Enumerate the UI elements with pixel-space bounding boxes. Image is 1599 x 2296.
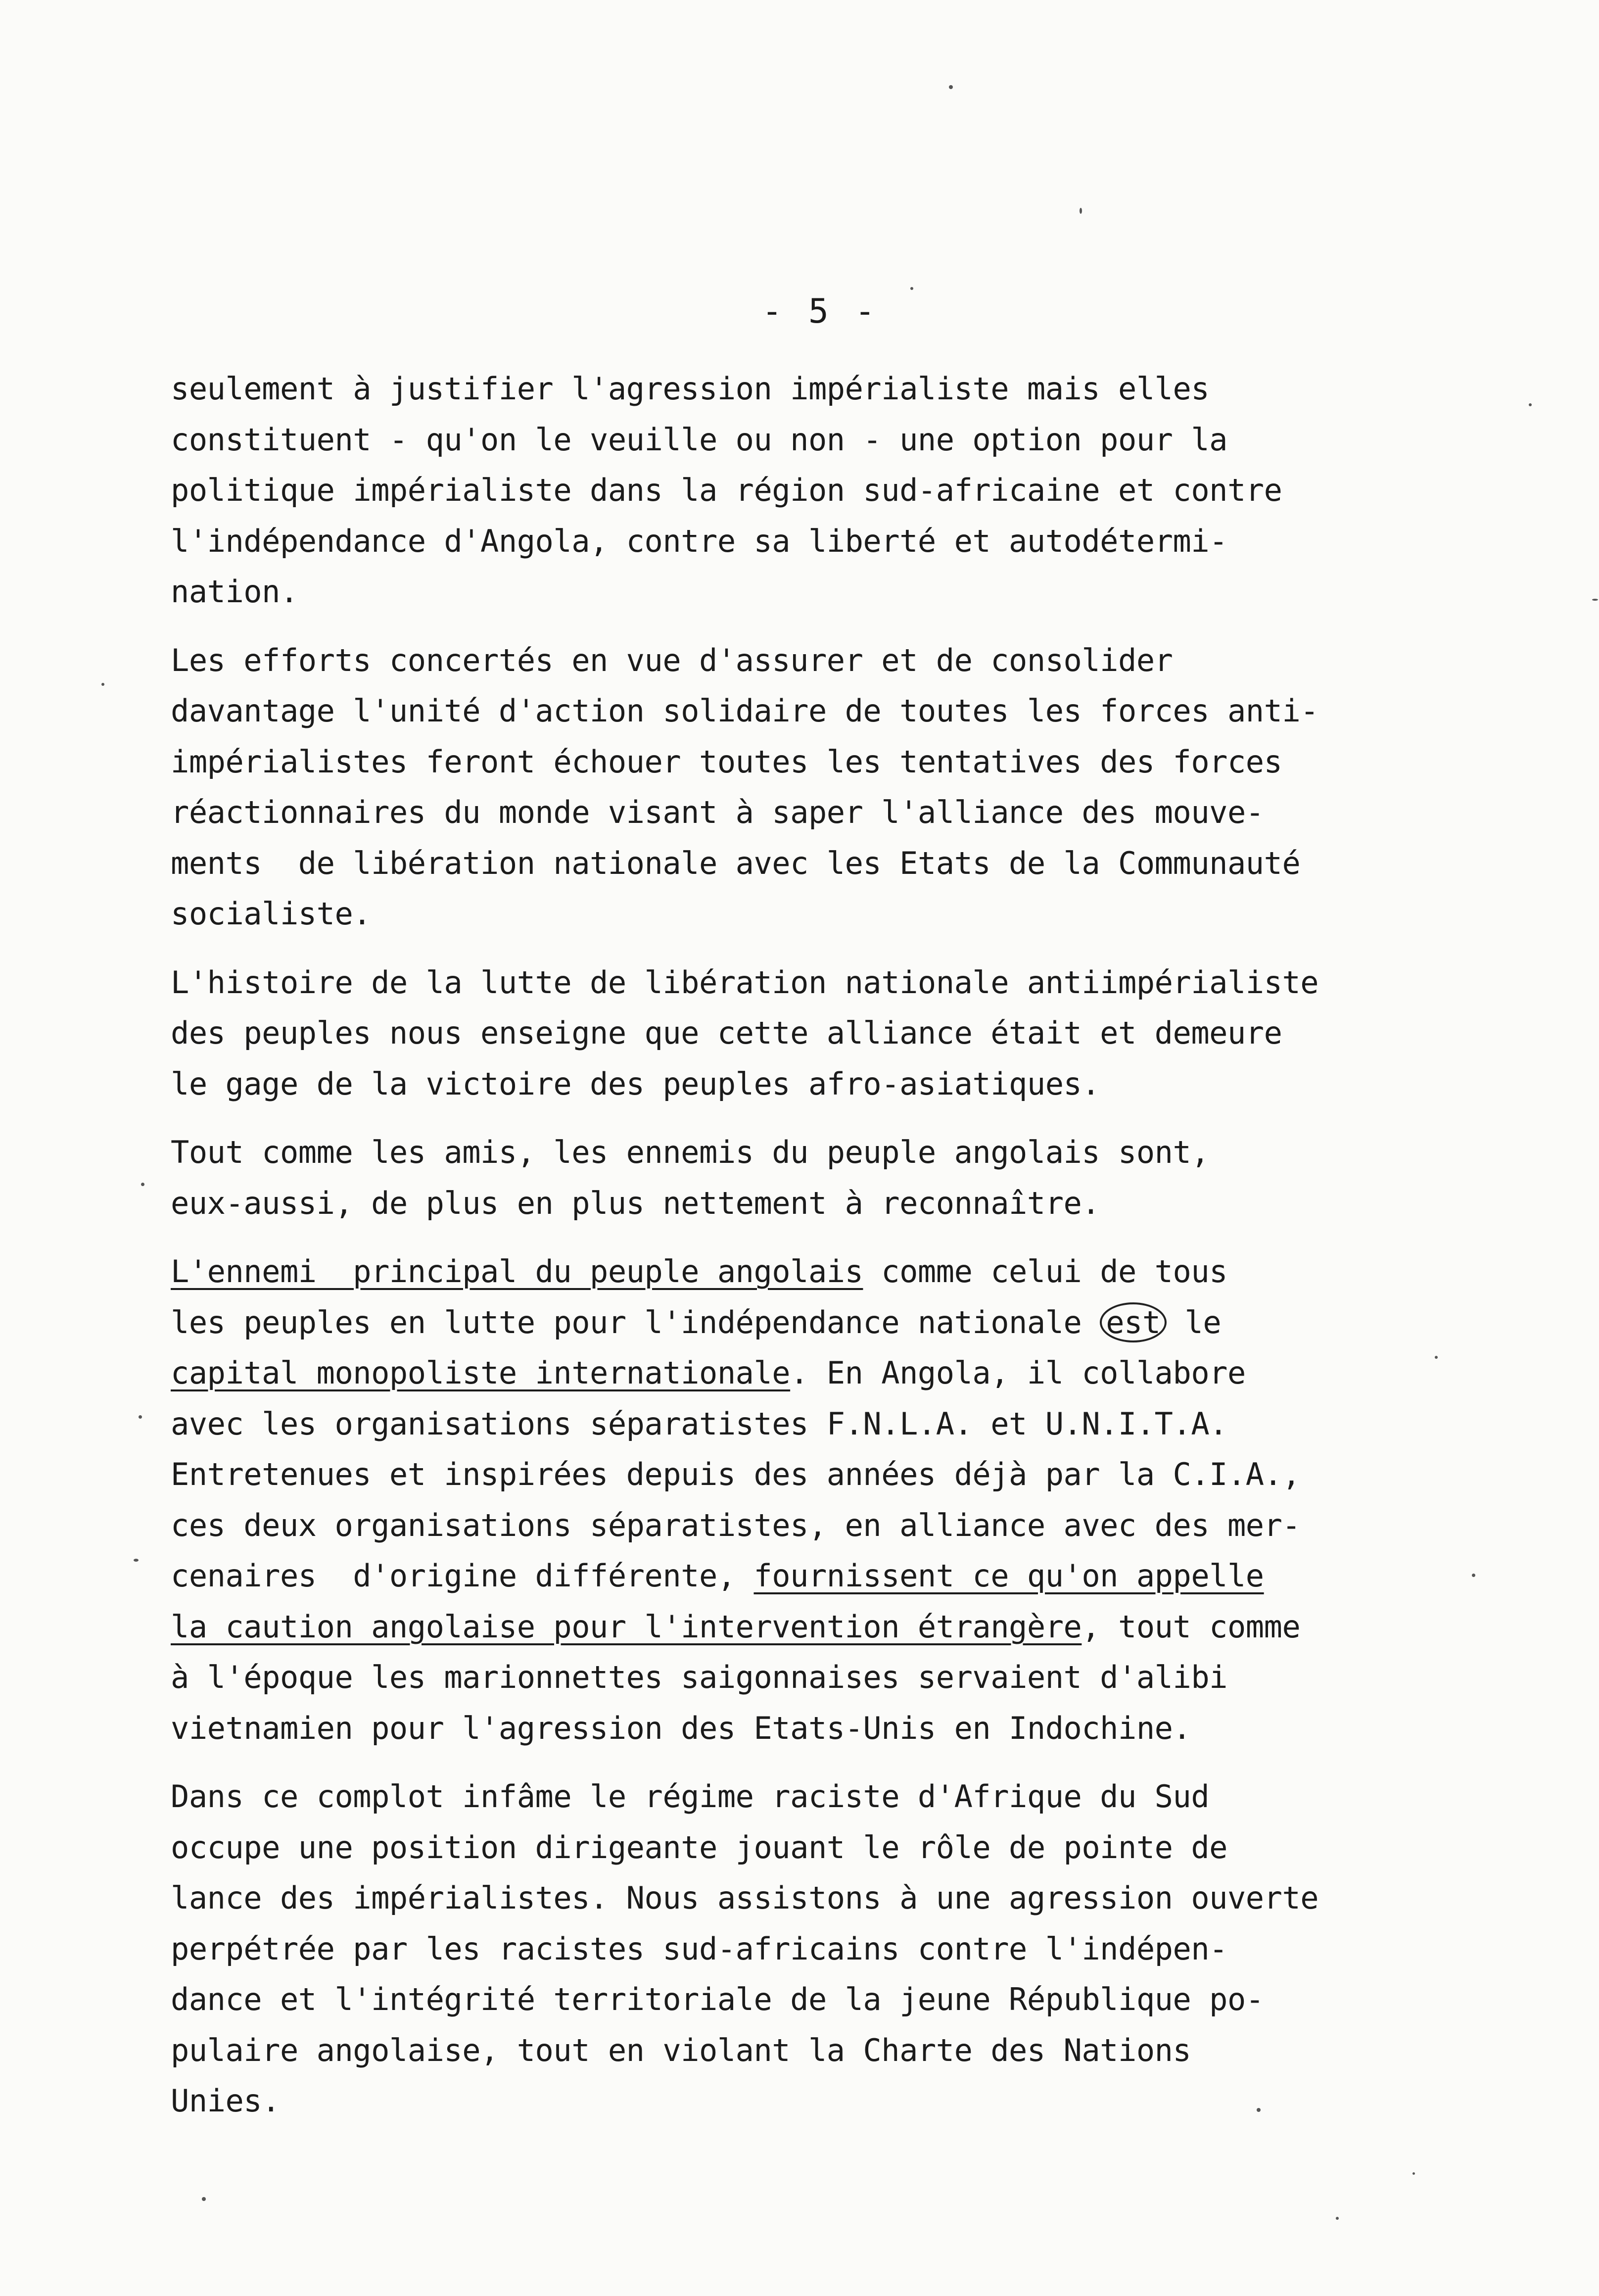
underlined-phrase: la caution angolaise pour l'intervention étrangère	[171, 1608, 1082, 1645]
text-segment: . En Angola, il collabore	[790, 1355, 1246, 1391]
text-line: réactionnaires du monde visant à saper l'alliance des mouve-	[171, 794, 1264, 830]
paragraph-2	[171, 635, 1516, 940]
circled-word: est	[1100, 1302, 1166, 1342]
scan-speck	[1529, 403, 1532, 406]
paragraph-1	[171, 364, 1516, 618]
underlined-phrase: L'ennemi principal du peuple angolais	[171, 1253, 863, 1290]
scan-speck	[949, 85, 953, 89]
text-segment: comme celui de tous	[863, 1253, 1227, 1290]
text-line: Tout comme les amis, les ennemis du peuple angolais sont,	[171, 1134, 1210, 1170]
underlined-phrase: fournissent ce qu'on appelle	[753, 1558, 1264, 1594]
scan-speck	[1336, 2217, 1339, 2220]
text-line: l'indépendance d'Angola, contre sa liberté et autodétermi-	[171, 523, 1227, 559]
paragraph-3	[171, 957, 1516, 1110]
text-line: lance des impérialistes. Nous assistons à une agression ouverte	[171, 1880, 1319, 1916]
text-line	[171, 1246, 1516, 1297]
text-segment: , tout comme	[1082, 1608, 1301, 1645]
text-segment: le	[1166, 1304, 1222, 1340]
text-line: impérialistes feront échouer toutes les tentatives des forces	[171, 743, 1282, 780]
text-line	[171, 1551, 1516, 1602]
text-line: socialiste.	[171, 896, 372, 932]
scan-speck	[202, 2197, 206, 2201]
scan-speck	[1412, 2172, 1415, 2175]
text-line: ments de libération nationale avec les Etats de la Communauté	[171, 845, 1301, 881]
text-segment: cenaires d'origine différente,	[171, 1558, 754, 1594]
paragraph-6	[171, 1771, 1516, 2127]
text-line	[171, 1602, 1516, 1653]
scan-speck	[910, 287, 913, 290]
page-number: - 5 -	[762, 292, 878, 331]
text-line: Dans ce complot infâme le régime raciste d'Afrique du Sud	[171, 1778, 1210, 1815]
text-line: L'histoire de la lutte de libération nationale antiimpérialiste	[171, 964, 1319, 1001]
scan-speck	[139, 1415, 142, 1419]
text-line	[171, 1297, 1516, 1348]
scan-speck	[1435, 1356, 1438, 1359]
scan-speck	[1080, 208, 1082, 214]
text-line: politique impérialiste dans la région sud-africaine et contre	[171, 472, 1282, 508]
text-segment: les peuples en lutte pour l'indépendance nationale	[171, 1304, 1100, 1340]
text-line: Entretenues et inspirées depuis des années déjà par la C.I.A.,	[171, 1456, 1301, 1492]
text-line: Les efforts concertés en vue d'assurer et de consolider	[171, 642, 1173, 678]
text-line: vietnamien pour l'agression des Etats-Unis en Indochine.	[171, 1710, 1191, 1746]
scan-speck	[101, 683, 104, 686]
scan-speck	[141, 1183, 144, 1186]
body-text	[171, 364, 1516, 2145]
underlined-phrase: capital monopoliste internationale	[171, 1355, 791, 1391]
text-line: occupe une position dirigeante jouant le rôle de pointe de	[171, 1829, 1227, 1866]
text-line: constituent - qu'on le veuille ou non - une option pour la	[171, 421, 1227, 458]
paragraph-5	[171, 1246, 1516, 1754]
scan-speck	[1592, 599, 1598, 601]
scan-speck	[1257, 2108, 1261, 2112]
text-line: pulaire angolaise, tout en violant la Charte des Nations	[171, 2032, 1191, 2068]
text-line: le gage de la victoire des peuples afro-asiatiques.	[171, 1065, 1100, 1102]
text-line	[171, 1348, 1516, 1399]
text-line: à l'époque les marionnettes saigonnaises servaient d'alibi	[171, 1659, 1227, 1695]
text-line: avec les organisations séparatistes F.N.L.A. et U.N.I.T.A.	[171, 1405, 1227, 1442]
text-line: des peuples nous enseigne que cette alliance était et demeure	[171, 1015, 1282, 1051]
paragraph-4	[171, 1127, 1516, 1229]
text-line: ces deux organisations séparatistes, en alliance avec des mer-	[171, 1507, 1301, 1543]
text-line: nation.	[171, 574, 298, 610]
text-line: perpétrée par les racistes sud-africains contre l'indépen-	[171, 1930, 1227, 1967]
scan-speck	[1472, 1574, 1475, 1577]
text-line: davantage l'unité d'action solidaire de toutes les forces anti-	[171, 693, 1319, 729]
text-line: dance et l'intégrité territoriale de la jeune République po-	[171, 1981, 1264, 2017]
scan-speck	[134, 1559, 139, 1562]
text-line: Unies.	[171, 2083, 280, 2119]
text-line: seulement à justifier l'agression impérialiste mais elles	[171, 371, 1210, 407]
text-line: eux-aussi, de plus en plus nettement à reconnaître.	[171, 1185, 1100, 1221]
